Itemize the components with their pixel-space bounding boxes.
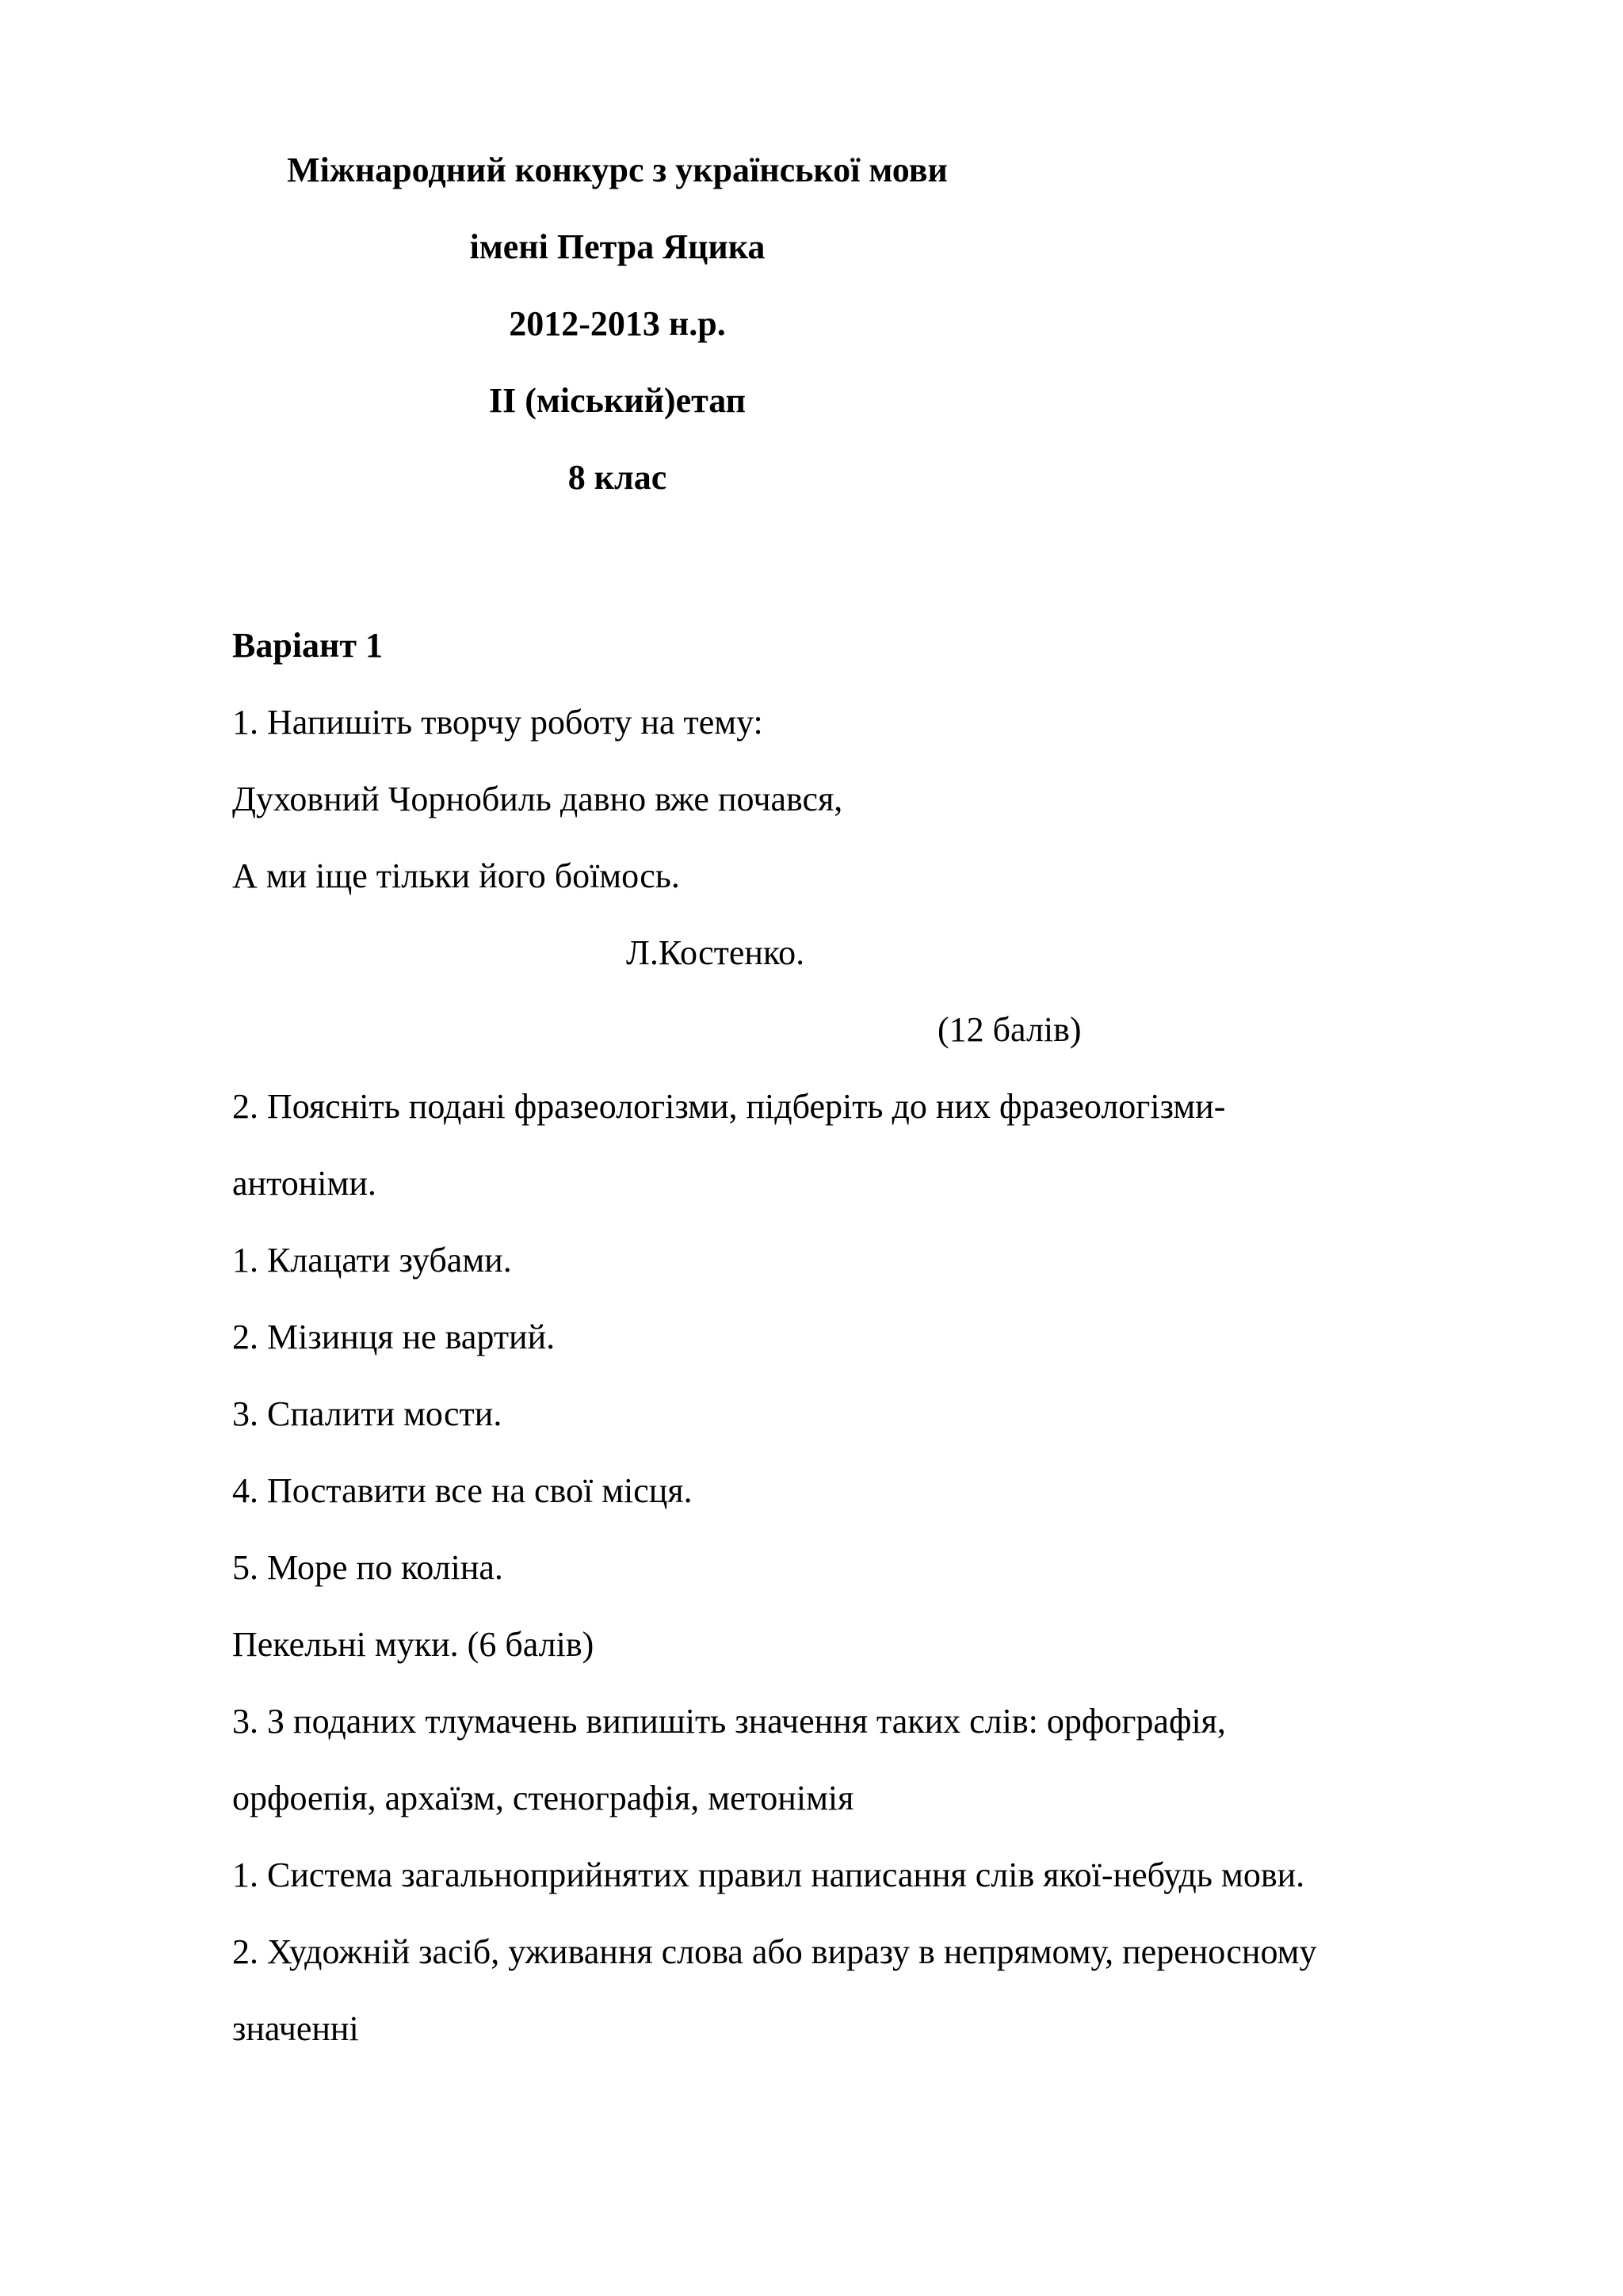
task2-prompt-line-2: антоніми. (232, 1164, 376, 1203)
task1-prompt: 1. Напишіть творчу роботу на тему: (232, 703, 763, 742)
task2-item-5: 5. Море по коліна. (232, 1548, 503, 1587)
task3-prompt-line-2: орфоепія, архаїзм, стенографія, метонімія (232, 1779, 854, 1817)
contest-title: Міжнародний конкурс з української мови (287, 151, 948, 189)
task2-item-4: 4. Поставити все на свої місця. (232, 1471, 693, 1510)
variant-heading: Варіант 1 (232, 626, 384, 665)
task1-quote-line-2: А ми іще тільки його боїмось. (232, 856, 680, 895)
task2-item-3: 3. Спалити мости. (232, 1394, 502, 1433)
task2-item-1: 1. Клацати зубами. (232, 1241, 512, 1280)
task2-item-2: 2. Мізинця не вартий. (232, 1318, 556, 1356)
grade-label: 8 клас (567, 458, 667, 497)
task2-prompt-line-1: 2. Поясніть подані фразеологізми, підберіть до них фразеологізми- (232, 1087, 1226, 1126)
task1-author: Л.Костенко. (626, 933, 805, 972)
contest-stage: ІІ (міський)етап (488, 381, 747, 420)
task3-item-1: 1. Система загальноприйнятих правил написання слів якої-небудь мови. (232, 1855, 1305, 1894)
contest-name: імені Петра Яцика (469, 227, 766, 266)
task3-item-2-line-1: 2. Художній засіб, уживання слова або виразу в непрямому, переносному (232, 1932, 1317, 1971)
task1-quote-line-1: Духовний Чорнобиль давно вже почався, (232, 780, 843, 818)
task2-last-line: Пекельні муки. (6 балів) (232, 1625, 594, 1664)
task1-points: (12 балів) (938, 1010, 1082, 1049)
task3-prompt-line-1: 3. З поданих тлумачень випишіть значення таких слів: орфографія, (232, 1702, 1226, 1741)
task3-item-2-line-2: значенні (232, 2009, 359, 2048)
academic-year: 2012-2013 н.р. (509, 304, 726, 343)
